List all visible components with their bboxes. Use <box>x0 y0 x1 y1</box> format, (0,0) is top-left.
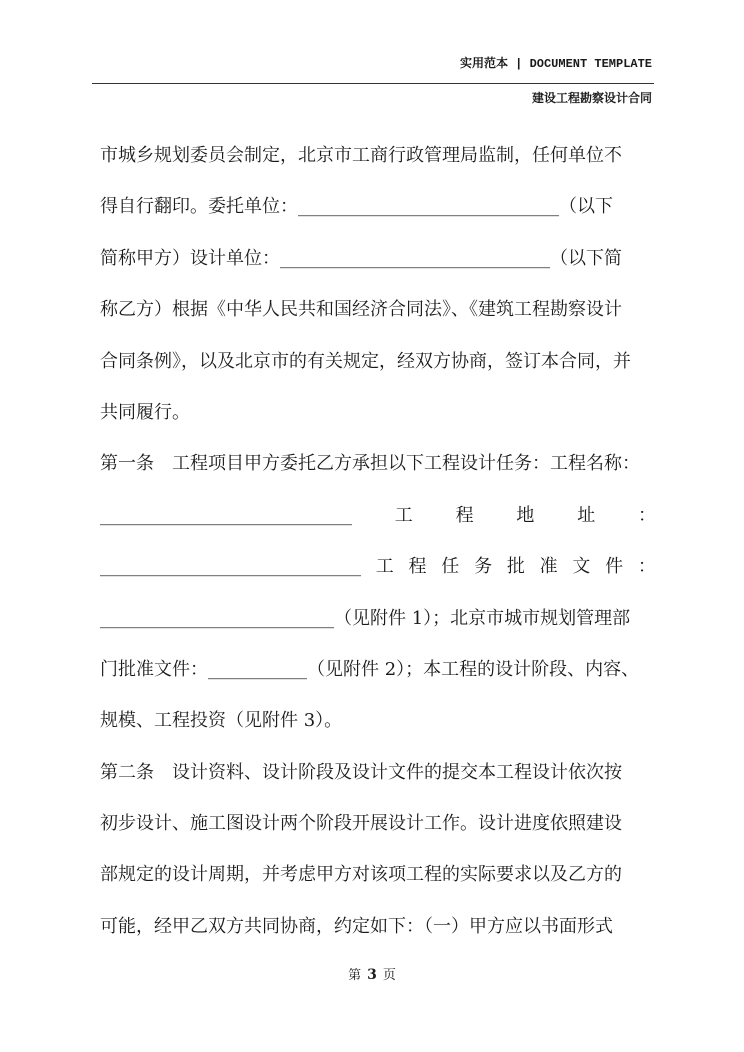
char: 程 <box>455 504 474 526</box>
header-brand-en: DOCUMENT TEMPLATE <box>529 57 652 71</box>
body-line: __________________________（见附件 1）；北京市城市规划管理部 <box>100 607 631 629</box>
body-line: 称乙方）根据《中华人民共和国经济合同法》、《建筑工程勘察设计 <box>100 299 622 321</box>
char: ： <box>637 504 656 526</box>
document-subtitle: 建设工程勘察设计合同 <box>531 91 652 105</box>
body-line: 部规定的设计周期，并考虑甲方对该项工程的实际要求以及乙方的 <box>100 864 622 886</box>
char: 程 <box>408 556 427 578</box>
char: 址 <box>577 504 596 526</box>
body-line: 市城乡规划委员会制定，北京市工商行政管理局监制，任何单位不 <box>100 145 622 166</box>
char: ： <box>637 556 656 578</box>
char: 任 <box>441 556 460 578</box>
footer-prefix: 第 <box>348 968 362 983</box>
page-footer <box>0 964 744 983</box>
body-line: 合同条例》，以及北京市的有关规定，经双方协商，签订本合同，并 <box>100 350 631 372</box>
body-line: 门批准文件：___________（见附件 2）；本工程的设计阶段、内容、 <box>100 658 640 680</box>
header-rule <box>92 83 654 84</box>
body-line: 第二条 设计资料、设计阶段及设计文件的提交本工程设计依次按 <box>100 761 622 783</box>
justified-line-project-address <box>100 490 656 541</box>
body-line: 初步设计、施工图设计两个阶段开展设计工作。设计进度依照建设 <box>100 813 622 835</box>
blank-field: ____________________________ <box>100 504 352 526</box>
header-brand-zh: 实用范本 <box>459 56 508 70</box>
justified-line-approval-docs <box>100 541 656 592</box>
char: 工 <box>394 504 413 526</box>
char: 件 <box>605 556 624 578</box>
char: 工 <box>375 556 394 578</box>
body-line: 简称甲方）设计单位：______________________________（以下简 <box>100 247 622 269</box>
body-line: 第一条 工程项目甲方委托乙方承担以下工程设计任务：工程名称： <box>100 453 640 475</box>
body-line: 可能，经甲乙双方共同协商，约定如下：（一）甲方应以书面形式 <box>100 915 613 937</box>
document-body <box>100 130 656 952</box>
header-separator: | <box>507 57 530 71</box>
running-header <box>460 54 652 71</box>
char: 批 <box>506 556 525 578</box>
blank-field: _____________________________ <box>100 556 361 578</box>
char: 地 <box>516 504 535 526</box>
page-number: 3 <box>367 967 377 983</box>
char: 文 <box>572 556 591 578</box>
body-line: 得自行翻印。委托单位：_____________________________（以下 <box>100 196 613 218</box>
footer-suffix: 页 <box>382 968 396 983</box>
char: 准 <box>539 556 558 578</box>
body-line: 规模、工程投资（见附件 3）。 <box>100 710 343 732</box>
body-line: 共同履行。 <box>100 401 190 423</box>
char: 务 <box>474 556 493 578</box>
